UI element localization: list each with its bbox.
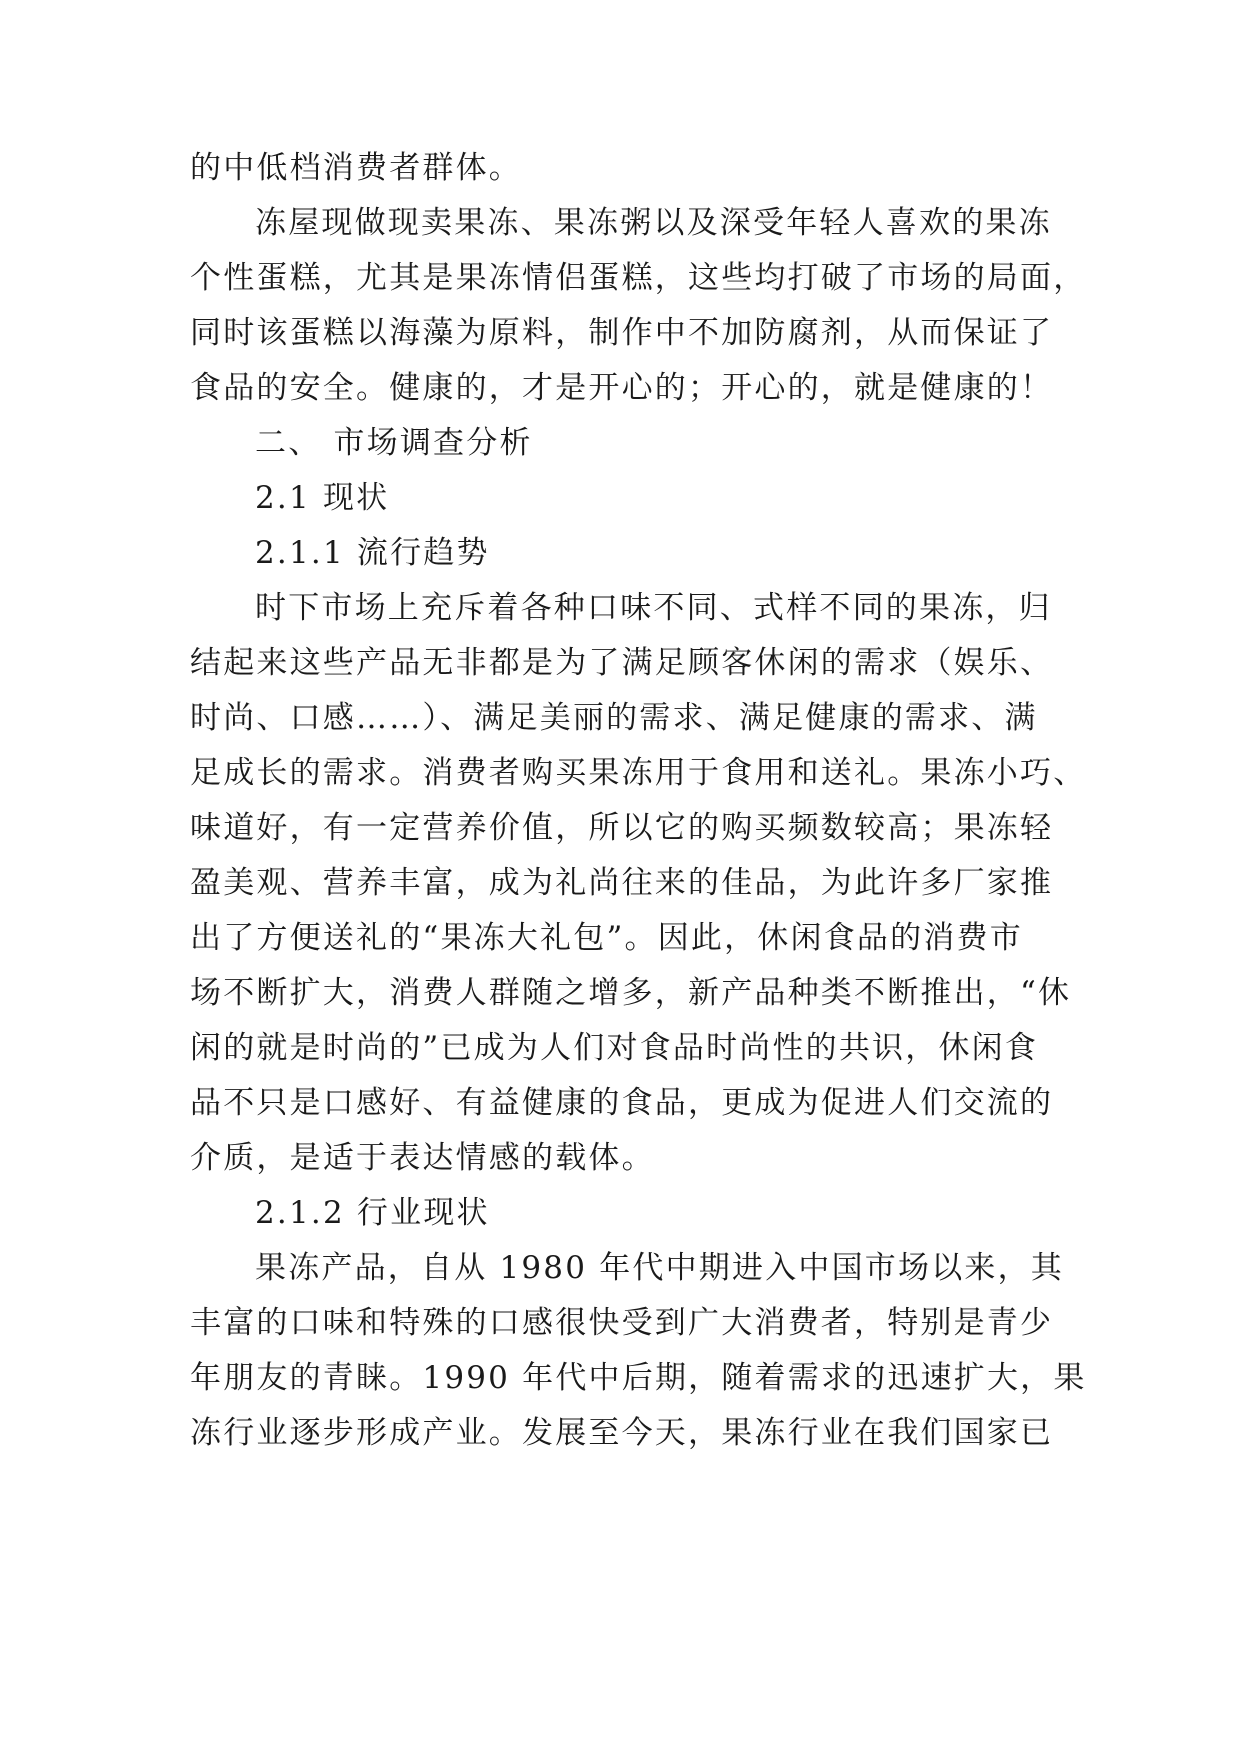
paragraph-line: 闲的就是时尚的”已成为人们对食品时尚性的共识，休闲食 (190, 1030, 1039, 1066)
paragraph-line: 足成长的需求。消费者购买果冻用于食用和送礼。果冻小巧、 (190, 755, 1087, 791)
paragraph-line: 盈美观、营养丰富，成为礼尚往来的佳品，为此许多厂家推 (190, 865, 1054, 901)
paragraph-line: 时下市场上充斥着各种口味不同、式样不同的果冻，归 (255, 590, 1052, 626)
subsection-heading: 2.1.1 流行趋势 (255, 535, 490, 571)
paragraph-line: 个性蛋糕，尤其是果冻情侣蛋糕，这些均打破了市场的局面， (190, 260, 1087, 296)
paragraph-line: 年朋友的青睐。1990 年代中后期，随着需求的迅速扩大，果 (190, 1360, 1087, 1396)
paragraph-line: 味道好，有一定营养价值，所以它的购买频数较高；果冻轻 (190, 810, 1054, 846)
paragraph-line: 同时该蛋糕以海藻为原料，制作中不加防腐剂，从而保证了 (190, 315, 1054, 351)
paragraph-line: 时尚、口感……）、满足美丽的需求、满足健康的需求、满 (190, 700, 1038, 736)
subsection-heading: 2.1.2 行业现状 (255, 1195, 490, 1231)
paragraph-line: 出了方便送礼的“果冻大礼包”。因此，休闲食品的消费市 (190, 920, 1023, 956)
paragraph-line: 的中低档消费者群体。 (190, 150, 522, 186)
paragraph-line: 食品的安全。健康的，才是开心的；开心的，就是健康的！ (190, 370, 1054, 406)
paragraph-line: 品不只是口感好、有益健康的食品，更成为促进人们交流的 (190, 1085, 1054, 1121)
paragraph-line: 果冻产品，自从 1980 年代中期进入中国市场以来，其 (255, 1250, 1064, 1286)
paragraph-line: 冻屋现做现卖果冻、果冻粥以及深受年轻人喜欢的果冻 (255, 205, 1052, 241)
paragraph-line: 结起来这些产品无非都是为了满足顾客休闲的需求（娱乐、 (190, 645, 1054, 681)
paragraph-line: 介质，是适于表达情感的载体。 (190, 1140, 655, 1176)
paragraph-line: 场不断扩大，消费人群随之增多，新产品种类不断推出，“休 (190, 975, 1072, 1011)
subsection-heading: 2.1 现状 (255, 480, 390, 516)
paragraph-line: 冻行业逐步形成产业。发展至今天，果冻行业在我们国家已 (190, 1415, 1054, 1451)
section-heading: 二、 市场调查分析 (255, 425, 533, 461)
paragraph-line: 丰富的口味和特殊的口感很快受到广大消费者，特别是青少 (190, 1305, 1054, 1341)
